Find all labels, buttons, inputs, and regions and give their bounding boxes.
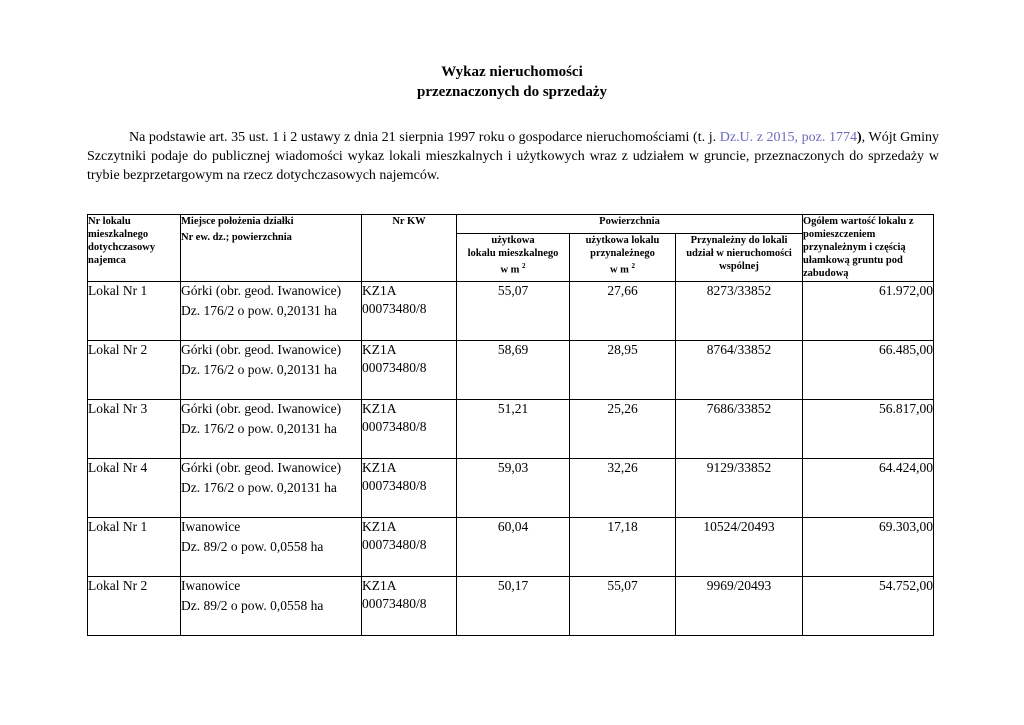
header-wartosc: Ogółem wartość lokalu z pomieszczeniem przynależnym i częścią ułamkową gruntu pod zabudową xyxy=(803,215,934,282)
table-row xyxy=(88,577,934,636)
cell-wartosc: 56.817,00 xyxy=(803,400,934,459)
intro-text-part2: , Wójt Gminy Szczytniki podaje do publicznej wiadomości wykaz lokali mieszkalnych i użytkowych wraz z udziałem w gruncie, przeznaczonych do sprzedaży w trybie bezprzetargowym na rzecz dotychczasowych najemców. xyxy=(87,130,939,183)
cell-udzial: 8764/33852 xyxy=(676,341,803,400)
intro-legal-reference: Dz.U. z 2015, poz. 1774 xyxy=(719,130,857,145)
header-uzytkowa-line2: lokalu mieszkalnego xyxy=(467,248,559,259)
cell-location xyxy=(181,282,362,341)
cell-kw-line1: KZ1A xyxy=(362,578,397,593)
cell-location-line1: Iwanowice xyxy=(181,519,241,534)
cell-uzytkowa: 58,69 xyxy=(457,341,570,400)
property-table xyxy=(87,214,934,636)
header-przynalezna-unit xyxy=(570,260,675,277)
cell-kw-line2: 00073480/8 xyxy=(362,537,427,552)
cell-nr-lokalu: Lokal Nr 4 xyxy=(88,459,181,518)
header-przynalezna-line2: przynależnego xyxy=(590,248,655,259)
header-uzytkowa-line3: w m xyxy=(500,264,520,276)
cell-wartosc: 69.303,00 xyxy=(803,518,934,577)
cell-kw-line1: KZ1A xyxy=(362,283,397,298)
cell-location-line2: Dz. 176/2 o pow. 0,20131 ha xyxy=(181,362,337,377)
cell-uzytkowa: 51,21 xyxy=(457,400,570,459)
cell-udzial: 10524/20493 xyxy=(676,518,803,577)
cell-location-line2: Dz. 176/2 o pow. 0,20131 ha xyxy=(181,421,337,436)
header-uzytkowa-unit xyxy=(457,260,569,277)
intro-text-part1: Na podstawie art. 35 ust. 1 i 2 ustawy z dnia 21 sierpnia 1997 roku o gospodarce nieruchomościami (t. j. xyxy=(129,130,720,145)
cell-location xyxy=(181,400,362,459)
cell-nr-lokalu: Lokal Nr 3 xyxy=(88,400,181,459)
cell-uzytkowa: 60,04 xyxy=(457,518,570,577)
table-row xyxy=(88,341,934,400)
header-miejsce-line1: Miejsce położenia działki xyxy=(181,216,294,227)
cell-uzytkowa: 59,03 xyxy=(457,459,570,518)
header-nr-lokalu: Nr lokalu mieszkalnego dotychczasowy najemca xyxy=(88,215,181,282)
cell-nr-kw xyxy=(362,341,457,400)
cell-nr-kw xyxy=(362,577,457,636)
cell-udzial: 7686/33852 xyxy=(676,400,803,459)
cell-udzial: 9969/20493 xyxy=(676,577,803,636)
header-nr-kw: Nr KW xyxy=(362,215,457,282)
cell-location xyxy=(181,459,362,518)
cell-przynalezna: 25,26 xyxy=(570,400,676,459)
cell-wartosc: 61.972,00 xyxy=(803,282,934,341)
cell-location-line2: Dz. 176/2 o pow. 0,20131 ha xyxy=(181,303,337,318)
cell-nr-lokalu: Lokal Nr 1 xyxy=(88,282,181,341)
cell-nr-kw xyxy=(362,518,457,577)
header-uzytkowa-line1: użytkowa xyxy=(491,235,535,246)
cell-location-line1: Górki (obr. geod. Iwanowice) xyxy=(181,342,342,357)
header-miejsce-line2: Nr ew. dz.; powierzchnia xyxy=(181,232,292,243)
cell-location-line1: Górki (obr. geod. Iwanowice) xyxy=(181,401,342,416)
cell-kw-line2: 00073480/8 xyxy=(362,596,427,611)
cell-kw-line1: KZ1A xyxy=(362,519,397,534)
header-miejsce xyxy=(181,215,362,282)
cell-wartosc: 64.424,00 xyxy=(803,459,934,518)
cell-location xyxy=(181,518,362,577)
cell-location xyxy=(181,341,362,400)
cell-nr-lokalu: Lokal Nr 1 xyxy=(88,518,181,577)
header-przynalezna xyxy=(570,234,676,282)
cell-udzial: 9129/33852 xyxy=(676,459,803,518)
cell-wartosc: 66.485,00 xyxy=(803,341,934,400)
cell-location-line2: Dz. 176/2 o pow. 0,20131 ha xyxy=(181,480,337,495)
header-powierzchnia: Powierzchnia xyxy=(457,215,803,234)
cell-uzytkowa: 55,07 xyxy=(457,282,570,341)
table-row xyxy=(88,518,934,577)
cell-kw-line2: 00073480/8 xyxy=(362,419,427,434)
cell-location-line2: Dz. 89/2 o pow. 0,0558 ha xyxy=(181,598,324,613)
cell-wartosc: 54.752,00 xyxy=(803,577,934,636)
cell-przynalezna: 27,66 xyxy=(570,282,676,341)
cell-location-line2: Dz. 89/2 o pow. 0,0558 ha xyxy=(181,539,324,554)
header-przynalezna-line3: w m xyxy=(609,264,629,276)
cell-przynalezna: 55,07 xyxy=(570,577,676,636)
table-row xyxy=(88,459,934,518)
intro-bracket: ) xyxy=(856,130,862,145)
cell-location-line1: Górki (obr. geod. Iwanowice) xyxy=(181,460,342,475)
header-uzytkowa xyxy=(457,234,570,282)
cell-nr-lokalu: Lokal Nr 2 xyxy=(88,577,181,636)
cell-kw-line2: 00073480/8 xyxy=(362,301,427,316)
cell-przynalezna: 32,26 xyxy=(570,459,676,518)
cell-kw-line2: 00073480/8 xyxy=(362,360,427,375)
cell-nr-kw xyxy=(362,400,457,459)
document-title: Wykaz nieruchomości xyxy=(441,64,583,80)
header-udzial: Przynależny do lokali udział w nieruchomości wspólnej xyxy=(676,234,803,282)
cell-kw-line1: KZ1A xyxy=(362,342,397,357)
cell-nr-lokalu: Lokal Nr 2 xyxy=(88,341,181,400)
cell-nr-kw xyxy=(362,459,457,518)
cell-kw-line2: 00073480/8 xyxy=(362,478,427,493)
cell-nr-kw xyxy=(362,282,457,341)
cell-location-line1: Iwanowice xyxy=(181,578,241,593)
header-przynalezna-sup: 2 xyxy=(631,262,636,270)
cell-kw-line1: KZ1A xyxy=(362,401,397,416)
table-row xyxy=(88,400,934,459)
table-row xyxy=(88,282,934,341)
cell-kw-line1: KZ1A xyxy=(362,460,397,475)
cell-przynalezna: 28,95 xyxy=(570,341,676,400)
cell-uzytkowa: 50,17 xyxy=(457,577,570,636)
intro-paragraph xyxy=(87,128,939,185)
cell-udzial: 8273/33852 xyxy=(676,282,803,341)
header-uzytkowa-sup: 2 xyxy=(522,262,526,270)
header-przynalezna-line1: użytkowa lokalu xyxy=(585,235,660,246)
cell-przynalezna: 17,18 xyxy=(570,518,676,577)
cell-location xyxy=(181,577,362,636)
cell-location-line1: Górki (obr. geod. Iwanowice) xyxy=(181,283,342,298)
document-subtitle: przeznaczonych do sprzedaży xyxy=(417,84,607,100)
